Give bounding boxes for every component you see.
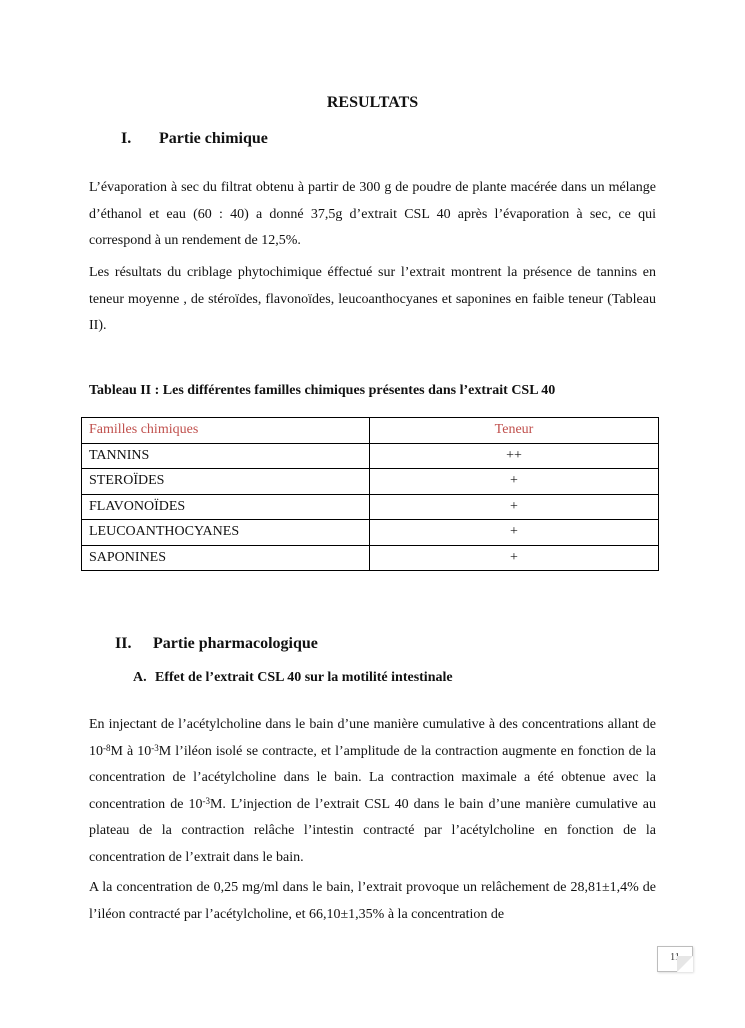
exponent: -8 (103, 742, 111, 753)
content-cell: + (370, 469, 659, 495)
page-number: 11 (670, 952, 680, 963)
text-run: M l’iléon isolé se contracte, et l’amplitude de la contraction augmente en fonction de la concentration de l’acétylcholine dans le bain. La contraction maximale a été obtenue avec la concentration de 10 (89, 743, 656, 812)
table-row (82, 545, 659, 571)
content-cell: + (370, 494, 659, 520)
table-header-row (82, 418, 659, 444)
content-cell: ++ (370, 443, 659, 469)
section-number: II. (115, 635, 132, 652)
text-run: M à 10 (110, 743, 152, 759)
table-row (82, 494, 659, 520)
paragraph-evaporation: L’évaporation à sec du filtrat obtenu à partir de 300 g de poudre de plante macérée dans un mélange d’éthanol et eau (60 : 40) a donné 37,5g d’extrait CSL 40 après l’évaporation à sec, ce qui correspond à un rendement de 12,5%. (89, 180, 656, 248)
subsection-title: Effet de l’extrait CSL 40 sur la motilité intestinale (155, 670, 453, 685)
exponent: -3 (202, 795, 210, 806)
table-row (82, 443, 659, 469)
header-families: Familles chimiques (82, 418, 370, 444)
paragraph-relaxation: A la concentration de 0,25 mg/ml dans le bain, l’extrait provoque un relâchement de 28,81±1,4% de l’iléon contracté par l’acétylcholine, et 66,10±1,35% à la concentration de (89, 880, 656, 922)
family-cell: SAPONINES (82, 545, 370, 571)
family-cell: LEUCOANTHOCYANES (82, 520, 370, 546)
content-cell: + (370, 545, 659, 571)
table-row (82, 469, 659, 495)
text-run: M. L’injection de l’extrait CSL 40 dans le bain d’une manière cumulative au plateau de la contraction relâche l’intestin contracté par l’acétylcholine en fonction de la concentration de l’extrait dans le bain. (89, 796, 656, 865)
page-title: RESULTATS (326, 94, 419, 111)
page-number-box (657, 946, 693, 972)
section-heading-chemistry (121, 130, 268, 148)
section-title: Partie chimique (159, 130, 268, 147)
section-heading-pharmacology (115, 635, 318, 653)
paragraph-acetylcholine (89, 712, 656, 871)
chemical-families-table (81, 417, 659, 571)
page-curl-icon (677, 956, 693, 972)
family-cell: STEROÏDES (82, 469, 370, 495)
subsection-heading (133, 670, 453, 686)
exponent: -3 (151, 742, 159, 753)
text-run: En injectant de l’acétylcholine dans le bain d’une manière cumulative à des concentrations allant de 10 (89, 717, 656, 759)
content-cell: + (370, 520, 659, 546)
family-cell: FLAVONOÏDES (82, 494, 370, 520)
section-number: I. (121, 130, 132, 147)
table-row (82, 520, 659, 546)
family-cell: TANNINS (82, 443, 370, 469)
subsection-number: A. (133, 670, 147, 685)
section-title: Partie pharmacologique (153, 635, 318, 652)
table-caption: Tableau II : Les différentes familles chimiques présentes dans l’extrait CSL 40 (89, 383, 556, 398)
paragraph-screening: Les résultats du criblage phytochimique éffectué sur l’extrait montrent la présence de tannins en teneur moyenne , de stéroïdes, flavonoïdes, leucoanthocyanes et saponines en faible teneur (Tableau II). (89, 265, 656, 333)
header-content: Teneur (370, 418, 659, 444)
